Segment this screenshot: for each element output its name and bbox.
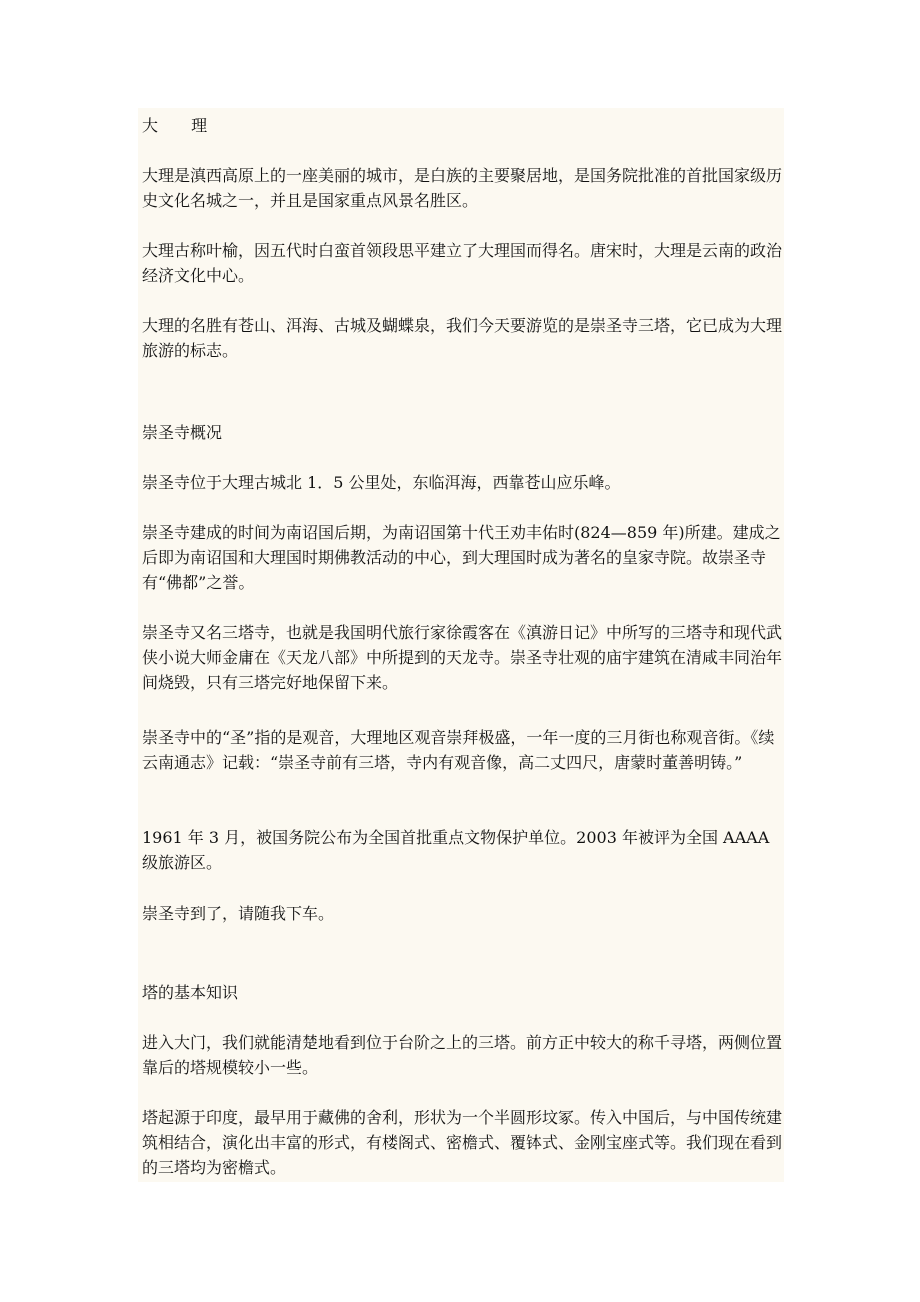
paragraph: 大理是滇西高原上的一座美丽的城市，是白族的主要聚居地，是国务院批准的首批国家级历史文化名城之一，并且是国家重点风景名胜区。 — [142, 166, 783, 210]
paragraph: 进入大门，我们就能清楚地看到位于台阶之上的三塔。前方正中较大的称千寻塔，两侧位置靠后的塔规模较小一些。 — [142, 1033, 783, 1077]
paragraph: 大理古称叶榆，因五代时白蛮首领段思平建立了大理国而得名。唐宋时，大理是云南的政治经济文化中心。 — [142, 241, 783, 285]
section-heading-pagoda-basics: 塔的基本知识 — [142, 983, 239, 1002]
paragraph: 1961 年 3 月，被国务院公布为全国首批重点文物保护单位。2003 年被评为全国 AAAA 级旅游区。 — [142, 828, 770, 872]
paragraph: 崇圣寺到了，请随我下车。 — [142, 904, 335, 923]
document-page — [138, 108, 784, 1182]
section-heading-chongsheng-temple: 崇圣寺概况 — [142, 423, 223, 442]
paragraph: 崇圣寺中的“圣”指的是观音，大理地区观音崇拜极盛，一年一度的三月街也称观音街。《续云南通志》记载：“崇圣寺前有三塔，寺内有观音像，高二丈四尺，唐蒙时董善明铸。” — [142, 728, 775, 772]
paragraph: 崇圣寺又名三塔寺，也就是我国明代旅行家徐霞客在《滇游日记》中所写的三塔寺和现代武侠小说大师金庸在《天龙八部》中所提到的天龙寺。崇圣寺壮观的庙宇建筑在清咸丰同治年间烧毁，只有三塔完好地保留下来。 — [142, 623, 783, 692]
paragraph: 大理的名胜有苍山、洱海、古城及蝴蝶泉，我们今天要游览的是崇圣寺三塔，它已成为大理旅游的标志。 — [142, 316, 783, 360]
section-heading-dali: 大 理 — [142, 116, 222, 135]
paragraph: 塔起源于印度，最早用于藏佛的舍利，形状为一个半圆形坟冢。传入中国后，与中国传统建筑相结合，演化出丰富的形式，有楼阁式、密檐式、覆钵式、金刚宝座式等。我们现在看到的三塔均为密檐式。 — [142, 1108, 783, 1177]
paragraph: 崇圣寺建成的时间为南诏国后期，为南诏国第十代王劝丰佑时(824—859 年)所建。建成之后即为南诏国和大理国时期佛教活动的中心，到大理国时成为著名的皇家寺院。故崇圣寺有“佛都”之誉。 — [142, 523, 781, 592]
paragraph: 崇圣寺位于大理古城北 1．5 公里处，东临洱海，西靠苍山应乐峰。 — [142, 473, 621, 492]
